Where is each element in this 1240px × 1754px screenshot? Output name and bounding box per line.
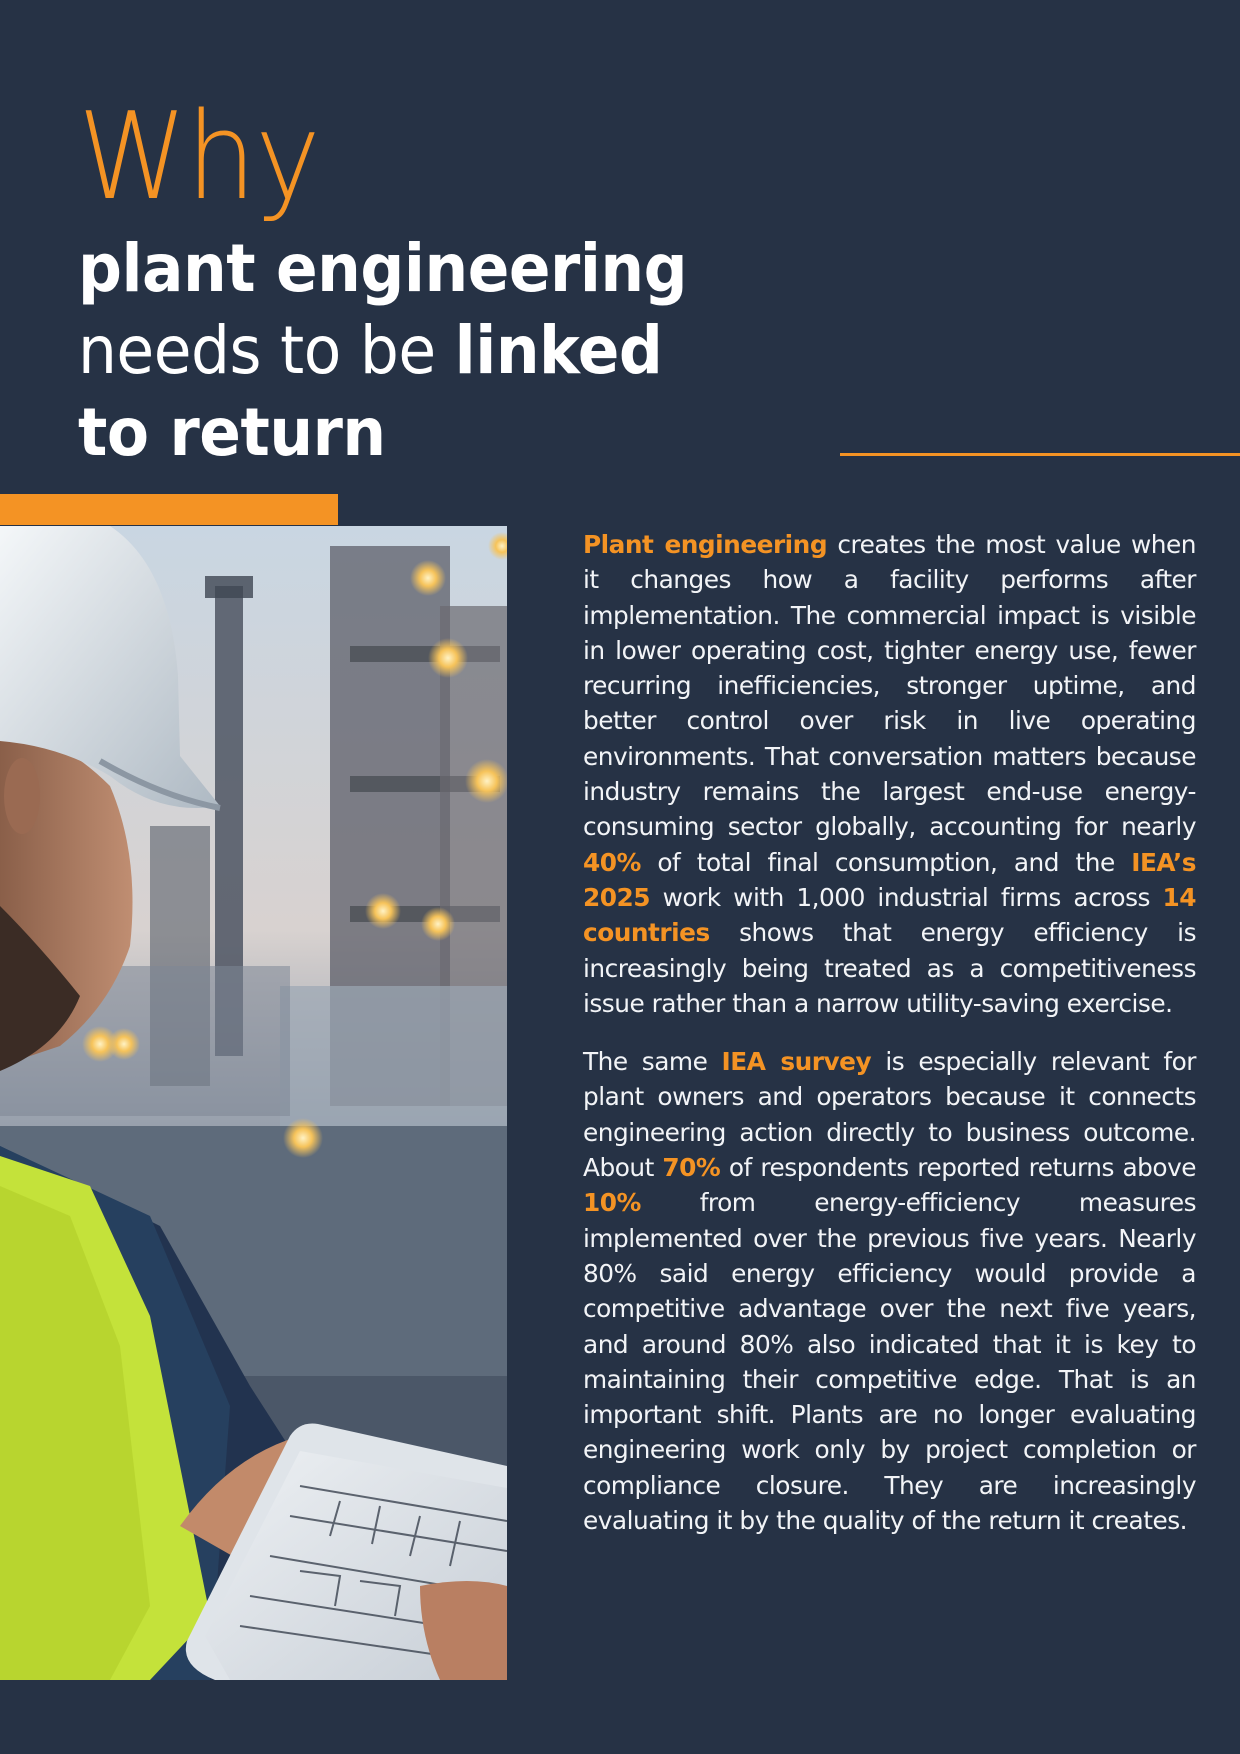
- p2-text-4: from energy-efficiency measures implemented over the previous five years. Nearly 80% said energy efficiency would provide a competitive advantage over the next five years, and around 80% also indicated that it is key to maintaining their competitive edge. That is an important shift. Plants are no longer evaluating engineering work only by project completion or compliance closure. They are increasingly evaluating it by the quality of the return it creates.: [583, 1188, 1196, 1536]
- highlight-70-percent: 70%: [662, 1153, 721, 1183]
- paragraph-1: [583, 527, 1196, 1021]
- title-line-2: [78, 310, 687, 392]
- p1-text-3: work with 1,000 industrial firms across: [650, 882, 1163, 912]
- accent-bar: [0, 494, 338, 525]
- title-line-3-bold: to return: [78, 394, 386, 471]
- title-line-2-bold: linked: [454, 312, 663, 389]
- engineer-photo: [0, 526, 507, 1680]
- title-divider-rule: [840, 453, 1240, 456]
- title-why: Why: [78, 88, 320, 227]
- p2-text-3: of respondents reported returns above: [720, 1153, 1196, 1183]
- paragraph-2: [583, 1044, 1196, 1538]
- body-text: [583, 527, 1196, 1561]
- title-line-1: [78, 228, 687, 310]
- page-title: [78, 88, 733, 474]
- title-line-1-bold: plant engineering: [78, 230, 688, 307]
- highlight-14-countries: 14 countries: [583, 882, 1196, 948]
- highlight-iea-survey: IEA survey: [721, 1047, 872, 1077]
- p1-text-1: creates the most value when it changes how a facility performs after implementation. The commercial impact is visible in lower operating cost, tighter energy use, fewer recurring inefficiencies, stronger uptime, and better control over risk in live operating environments. That conversation matters because industry remains the largest end-use energy-consuming sector globally, accounting for nearly: [583, 530, 1196, 842]
- p2-text-1: The same: [583, 1047, 722, 1077]
- highlight-10-percent: 10%: [583, 1188, 641, 1218]
- title-line-3: [78, 392, 687, 474]
- p1-text-4: shows that energy efficiency is increasingly being treated as a competitiveness issue rather than a narrow utility-saving exercise.: [583, 918, 1196, 1018]
- p2-text-2: is especially relevant for plant owners and operators because it connects engineering action directly to business outcome. About: [583, 1047, 1196, 1183]
- p1-text-2: of total final consumption, and the: [640, 847, 1132, 877]
- title-line-2-light: needs to be: [78, 312, 455, 389]
- engineer-with-tablet-at-refinery-photo: [0, 526, 507, 1680]
- highlight-plant-engineering: Plant engineering: [583, 530, 828, 559]
- highlight-40-percent: 40%: [583, 847, 641, 877]
- highlight-iea-2025: IEA’s 2025: [583, 847, 1196, 912]
